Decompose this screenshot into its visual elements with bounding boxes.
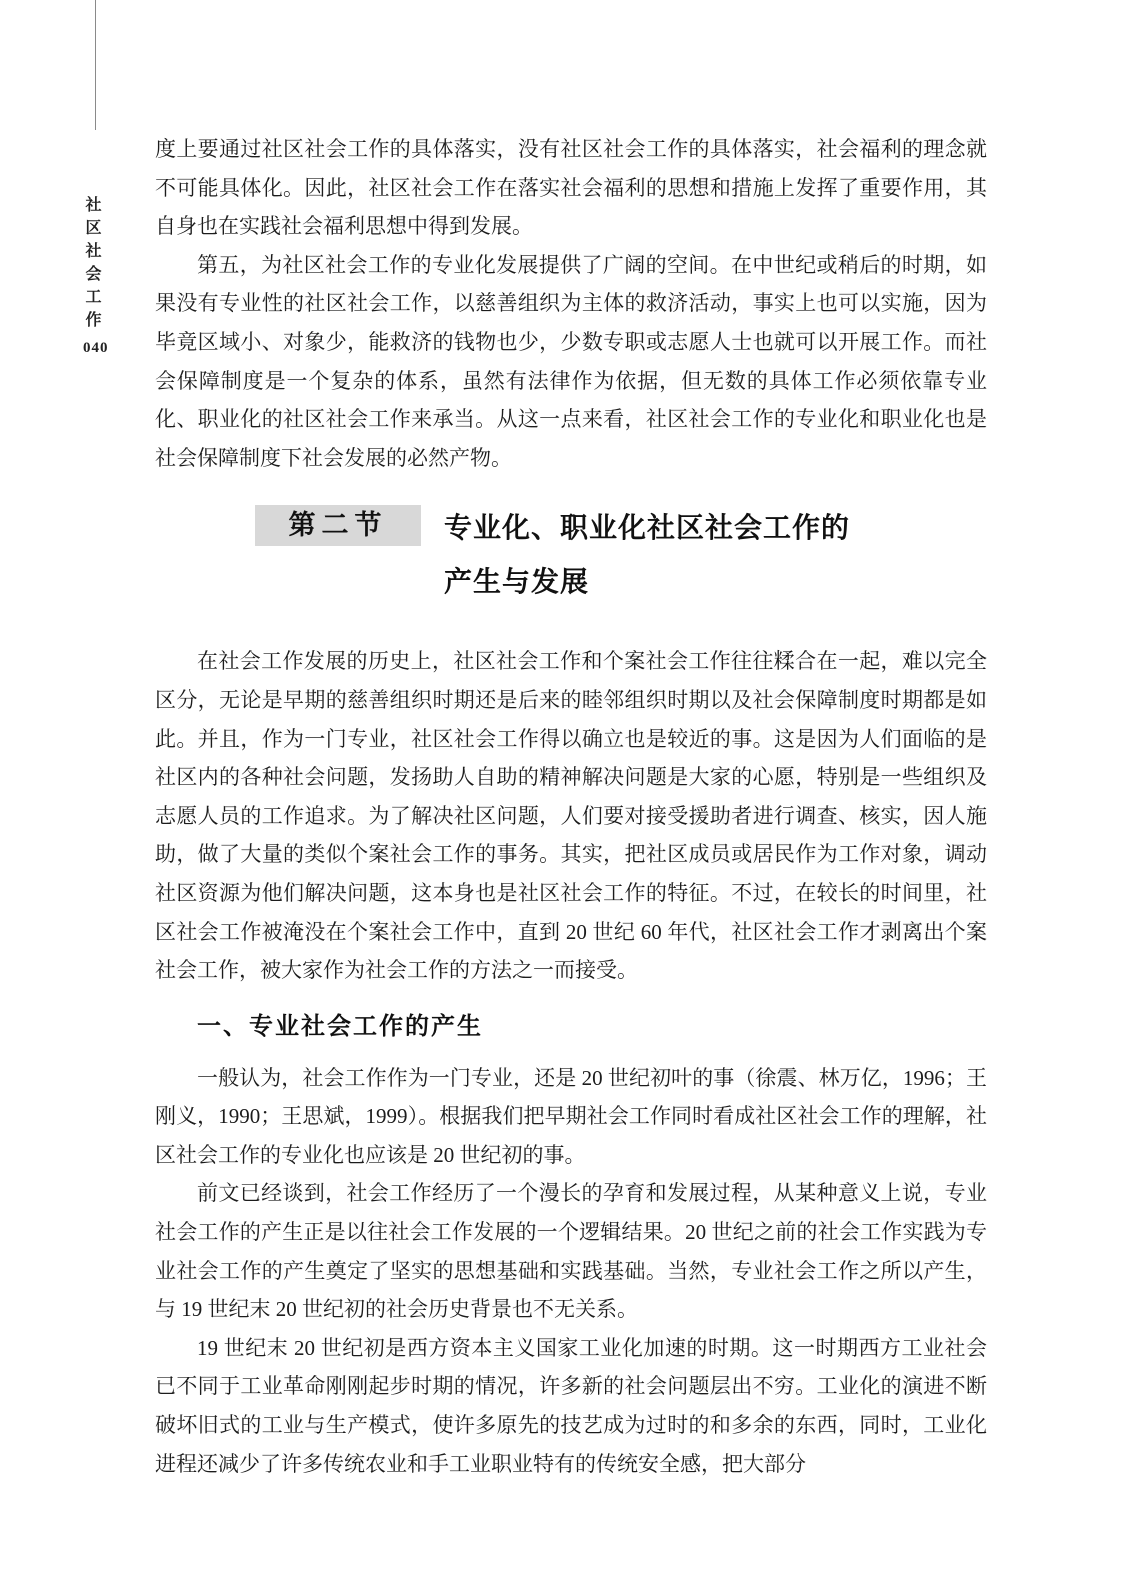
section-title-line2: 产生与发展 bbox=[444, 567, 590, 599]
margin-rule bbox=[95, 0, 96, 130]
page-content bbox=[155, 130, 987, 1483]
paragraph: 一般认为，社会工作作为一门专业，还是 20 世纪初叶的事（徐震、林万亿，1996；王刚义，1990；王思斌，1999）。根据我们把早期社会工作同时看成社区社会工作的理解，社区社会工作的专业化也应该是 20 世纪初的事。 bbox=[155, 1065, 987, 1167]
subsection-title: 一、专业社会工作的产生 bbox=[197, 1013, 483, 1040]
paragraph: 19 世纪末 20 世纪初是西方资本主义国家工业化加速的时期。这一时期西方工业社会已不同于工业革命刚刚起步时期的情况，许多新的社会问题层出不穷。工业化的演进不断破坏旧式的工业与生产模式，使许多原先的技艺成为过时的和多余的东西，同时，工业化进程还减少了许多传统农业和手工业职业特有的传统安全感，把大部分 bbox=[155, 1335, 987, 1476]
section-heading-row bbox=[155, 505, 987, 546]
paragraph: 在社会工作发展的历史上，社区社会工作和个案社会工作往往糅合在一起，难以完全区分，无论是早期的慈善组织时期还是后来的睦邻组织时期以及社会保障制度时期都是如此。并且，作为一门专业，社区社会工作得以确立也是较近的事。这是因为人们面临的是社区内的各种社会问题，发扬助人自助的精神解决问题是大家的心愿，特别是一些组织及志愿人员的工作追求。为了解决社区问题，人们要对接受援助者进行调查、核实，因人施助，做了大量的类似个案社会工作的事务。其实，把社区成员或居民作为工作对象，调动社区资源为他们解决问题，这本身也是社区社会工作的特征。不过，在较长的时间里，社区社会工作被淹没在个案社会工作中，直到 20 世纪 60 年代，社区社会工作才剥离出个案社会工作，被大家作为社会工作的方法之一而接受。 bbox=[155, 649, 987, 983]
paragraph: 前文已经谈到，社会工作经历了一个漫长的孕育和发展过程，从某种意义上说，专业社会工作的产生正是以往社会工作发展的一个逻辑结果。20 世纪之前的社会工作实践为专业社会工作的产生奠定了坚实的思想基础和实践基础。当然，专业社会工作之所以产生，与 19 世纪末 20 世纪初的社会历史背景也不无关系。 bbox=[155, 1181, 987, 1322]
paragraph: 第五，为社区社会工作的专业化发展提供了广阔的空间。在中世纪或稍后的时期，如果没有专业性的社区社会工作，以慈善组织为主体的救济活动，事实上也可以实施，因为毕竟区域小、对象少，能救济的钱物也少，少数专职或志愿人士也就可以开展工作。而社会保障制度是一个复杂的体系，虽然有法律作为依据，但无数的具体工作必须依靠专业化、职业化的社区社会工作来承当。从这一点来看，社区社会工作的专业化和职业化也是社会保障制度下社会发展的必然产物。 bbox=[155, 252, 987, 470]
section-title-line1: 专业化、职业化社区社会工作的 bbox=[444, 512, 851, 544]
paragraph-continuation: 度上要通过社区社会工作的具体落实，没有社区社会工作的具体落实，社会福利的理念就不可能具体化。因此，社区社会工作在落实社会福利的思想和措施上发挥了重要作用，其自身也在实践社会福利思想中得到发展。 bbox=[155, 137, 987, 239]
page-number: 040 bbox=[83, 340, 109, 356]
book-title-vertical: 社区社会工作 bbox=[83, 196, 100, 334]
section-label: 第二节 bbox=[255, 505, 421, 546]
section-heading bbox=[155, 505, 987, 600]
